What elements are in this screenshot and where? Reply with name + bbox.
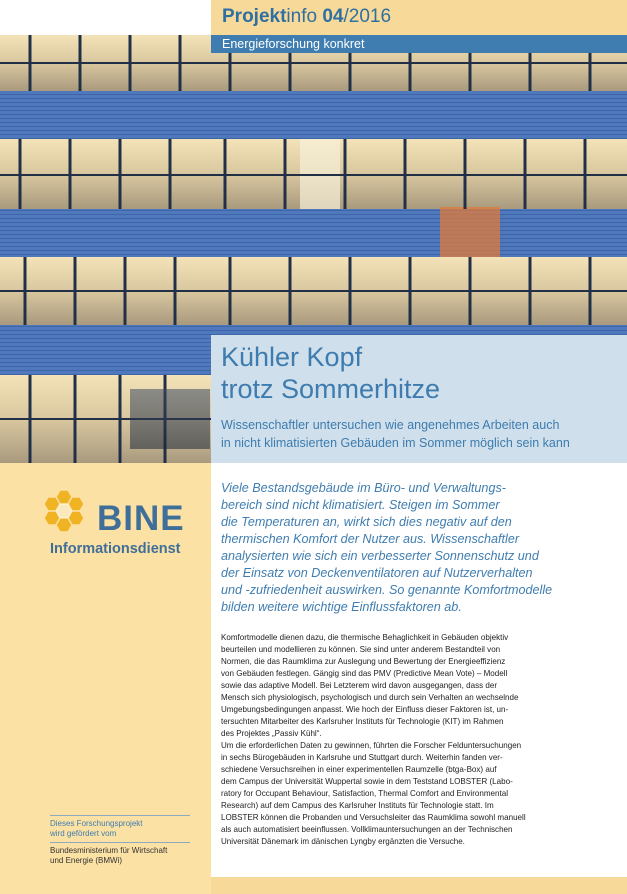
divider: [50, 815, 190, 816]
logo-wordmark: BINE: [97, 499, 185, 538]
body-line: Mensch sich physiologisch, psychologisch und durch sein Verhalten an wechselnde: [221, 693, 519, 702]
body-line: tersuchten Mitarbeiter des Karlsruher Instituts für Technologie (KIT) im Rahmen: [221, 717, 504, 726]
ministry-name-line: Bundesministerium für Wirtschaft: [50, 846, 168, 855]
lead-line: die Temperaturen an, wirkt sich dies negativ auf den: [221, 515, 512, 529]
lead-line: analysierten wie sich ein verbesserter Sonnenschutz und: [221, 549, 539, 563]
body-line: in sechs Bürogebäuden in Karlsruhe und Stuttgart durch. Weiterhin fanden ver-: [221, 753, 503, 762]
body-line: Normen, die das Raumklima zur Auslegung und Bewertung der Energieeffizienz: [221, 657, 506, 666]
lead-line: Viele Bestandsgebäude im Büro- und Verwaltungs-: [221, 481, 506, 495]
series-name-thin: info: [286, 6, 318, 27]
issue-year: /2016: [343, 6, 392, 27]
footer-bar: [211, 877, 627, 894]
body-line: von Gebäuden festlegen. Gängig sind das PMV (Predictive Mean Vote) – Modell: [221, 669, 508, 678]
subtitle-line: in nicht klimatisierten Gebäuden im Sommer möglich sein kann: [221, 436, 570, 450]
body-line: Komfortmodelle dienen dazu, die thermische Behaglichkeit in Gebäuden objektiv: [221, 633, 509, 642]
header-left-blank: [0, 0, 211, 35]
body-line: beurteilen und modellieren zu können. Sie sind unter anderem Bestandteil von: [221, 645, 501, 654]
title-line-1: Kühler Kopf: [221, 342, 363, 372]
body-line: Umgebungsbedingungen anpasst. Wie hoch der Einfluss dieser Faktoren ist, un-: [221, 705, 509, 714]
issue-number: 04: [322, 6, 344, 27]
ministry-name-line: und Energie (BMWi): [50, 856, 123, 865]
series-label: [222, 6, 391, 28]
body-line: ratory for Occupant Behaviour, Satisfaction, Thermal Comfort and Environmental: [221, 789, 508, 798]
lead-line: bereich sind nicht klimatisiert. Steigen im Sommer: [221, 498, 500, 512]
body-line: Um die erforderlichen Daten zu gewinnen, führten die Forscher Felduntersuchungen: [221, 741, 522, 750]
lead-line: der Einsatz von Deckenventilatoren auf Nutzerverhalten: [221, 566, 533, 580]
series-name-bold: Projekt: [222, 6, 287, 27]
lead-line: bilden weitere wichtige Einflussfaktoren ab.: [221, 600, 462, 614]
subtitle-line: Wissenschaftler untersuchen wie angenehmes Arbeiten auch: [221, 418, 560, 432]
funding-note-line: wird gefördert vom: [50, 829, 117, 838]
body-line: sowie das adaptive Modell. Bei Letzterem wird davon ausgegangen, dass der: [221, 681, 497, 690]
title-line-2: trotz Sommerhitze: [221, 374, 441, 404]
divider: [50, 842, 190, 843]
body-line: dem Campus der Universität Wuppertal sowie in dem Teststand LOBSTER (Labo-: [221, 777, 513, 786]
lead-line: thermischen Komfort der Nutzer aus. Wissenschaftler: [221, 532, 520, 546]
body-line: LOBSTER können die Probanden und Versuchsleiter das Raumklima sowohl manuell: [221, 813, 526, 822]
logo-subline: Informationsdienst: [50, 541, 181, 557]
body-line: Research) auf dem Campus des Karlsruher Instituts für Technologie statt. Im: [221, 801, 494, 810]
lead-line: und -zufriedenheit auswirken. So genannte Komfortmodelle: [221, 583, 553, 597]
footer-left: [0, 877, 211, 894]
body-line: als auch automatisiert beeinflussen. Vollklimauntersuchungen an der Technischen: [221, 825, 513, 834]
body-line: Universität Dänemark im dänischen Lyngby ergänzten die Versuche.: [221, 837, 465, 846]
funding-note-line: Dieses Forschungsprojekt: [50, 819, 143, 828]
body-line: schiedene Versuchsreihen in einer experimentellen Raumzelle (btga-Box) auf: [221, 765, 497, 774]
bine-hexagon-logo-icon: [40, 486, 92, 534]
body-line: des Projektes „Passiv Kühl“.: [221, 729, 322, 738]
category-label: Energieforschung konkret: [222, 37, 365, 51]
